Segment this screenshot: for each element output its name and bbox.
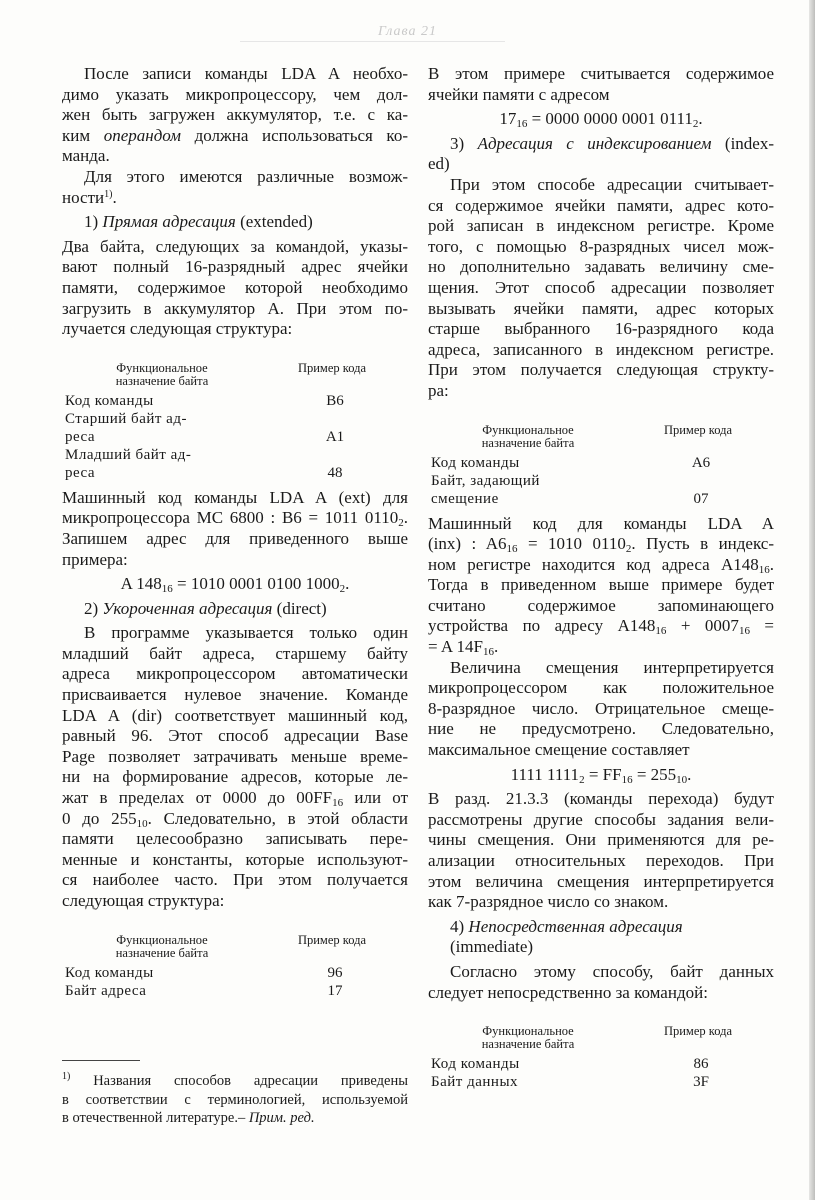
text-run: = 0000 0000 0001 0111 [527,109,693,129]
header-function: Функциональное назначение байта [115,360,209,388]
table-row [62,392,408,410]
italic-term: Прямая адресация [102,212,236,232]
subscript: 16 [758,563,770,576]
formula [428,109,774,130]
text-line [428,637,774,658]
text-line: Page позволяет затрачивать меньше време- [62,746,408,766]
text-line: Два байта, следующих за командой, указы- [62,236,408,256]
text-line [62,212,408,233]
byte-function: Код команды [65,964,154,981]
text-line [62,599,408,620]
table-row [428,472,774,508]
text-run: = [749,616,774,636]
text-line [62,574,408,595]
left-column [62,64,408,1006]
text-run: 0 до 255 [62,808,137,828]
text-line: считано содержимое запоминающего [428,595,774,615]
text-line: Величина смещения интерпретируется [450,657,774,677]
text-line: примера: [62,549,128,569]
text-line: ся содержимое ячейки памяти, адрес кото- [428,195,774,215]
italic-term: операндом [103,125,181,145]
code-example: B6 [326,392,344,409]
table-row [428,454,774,472]
text-line: следует непосредственно за командой: [428,982,708,1002]
table-header [62,934,408,960]
text-line [428,134,774,155]
footnote [62,1072,408,1128]
text-run: микропроцессора MC 6800 : B6 = 1011 0110 [62,508,399,528]
table-row [62,446,408,482]
text-run: A 148 [120,574,162,594]
table-header [428,1025,774,1051]
code-example: 07 [693,490,709,507]
footnote-line [62,1109,408,1128]
text-line: При этом получается следующая структу- [428,360,774,380]
header-function: Функциональное назначение байта [115,932,209,960]
paragraph [428,64,774,105]
running-head-rule [240,41,505,42]
subscript: 2 [625,543,632,556]
table-row [428,1073,774,1091]
text-line [428,616,774,637]
text-line: ализации относительных переходов. При [428,851,774,870]
text-line: В программе указывается только один [84,623,408,643]
text-run: должна использоваться ко- [181,125,408,145]
text-run: = 255 [632,764,677,784]
text-line: памяти целесообразно записывать пере- [62,829,408,849]
text-run: ким [62,125,104,145]
text-run: (extended) [235,212,313,232]
text-line [428,534,774,555]
code-table [62,934,408,1000]
text-run: 3) [450,133,478,153]
code-table [428,1025,774,1091]
byte-function: Код команды [431,454,520,471]
paragraph [62,623,408,911]
italic-term: Прим. ред. [248,1110,315,1126]
paragraph [428,134,774,175]
subscript: 2 [579,773,585,786]
right-column [428,64,774,1097]
text-line: Тогда в приведенном выше примере будет [428,575,774,595]
text-run: = 1010 0001 0100 1000 [172,574,340,594]
text-line: старше выбранного 16-разрядного кода [428,319,774,339]
text-line: максимальное смещение составляет [428,740,690,760]
paragraph [62,64,408,167]
italic-term: Укороченная адресация [102,598,273,618]
table-header [428,424,774,450]
paragraph [428,658,774,761]
text-run: . Следовательно, в этой области [147,808,408,828]
text-line: следующая структура: [62,891,225,910]
formula [428,765,774,786]
text-line: вызывать ячейки памяти, адрес которых [428,298,774,318]
code-example: 3F [693,1074,709,1091]
code-table [428,424,774,508]
text-run: в отечественной литературе.– [62,1110,249,1126]
text-run: . [769,554,774,574]
text-run: ном регистре находится код адреса A148 [428,554,759,574]
table-row [62,982,408,1000]
italic-term: Непосредственная адресация [468,916,683,936]
text-line [62,788,408,809]
text-run: (direct) [272,598,327,618]
footnote-rule [62,1060,140,1061]
text-run: . [403,508,408,528]
table-row [428,1055,774,1073]
subscript: 16 [482,646,494,659]
text-line: димо указать микропроцессору, чем дол- [62,84,408,104]
text-line: Запишем адрес для приведенного выше [62,528,408,548]
text-line: ние не предусмотрено. Следовательно, [428,719,774,739]
paragraph [428,789,774,913]
text-line: 8-разрядное число. Отрицательное смеще- [428,698,774,718]
text-line: Машинный код команды LDA A (ext) для [62,487,408,507]
text-run: Названия способов адресации приведены [70,1073,408,1089]
text-line [62,126,408,147]
header-code: Пример кода [663,1024,733,1039]
text-line: но дополнительно задавать величину сме- [428,257,774,277]
text-line: жен быть загружен аккумулятор, т.е. с ка- [62,105,408,125]
subscript: 16 [332,797,344,810]
text-run: = A 14F [428,637,483,657]
text-line: щения. Этот способ адресации позволяет [428,277,774,297]
text-line: Машинный код для команды LDA A [428,513,774,533]
text-line: ни на формирование адресов, которые ле- [62,767,408,787]
subscript: 16 [738,625,750,638]
text-line: В этом примере считывается содержимое [428,64,774,83]
text-line: манда. [62,146,110,166]
text-run: = 1010 0110 [517,534,626,554]
text-line: После записи команды LDA A необхо- [84,64,408,83]
text-run: . [345,574,350,594]
text-line: рой записан в индексном регистре. Кроме [428,216,774,236]
subscript: 2 [398,517,404,530]
text-line: присваивается нулевое значение. Команде [62,685,408,705]
subscript: 16 [655,625,667,638]
byte-function: Код команды [65,392,154,409]
byte-function: Байт адреса [65,982,147,999]
text-line: как 7-разрядное число со знаком. [428,892,669,912]
text-run: ности [62,187,105,207]
text-line: младший байт адреса, старшему байту [62,643,408,663]
text-line: загрузить в аккумулятор A. При этом по- [62,298,408,318]
header-code: Пример кода [663,422,733,437]
text-line: адреса, записанного в индексном регистре. [428,339,774,359]
text-line: равный 96. Этот способ адресации Base [62,726,408,746]
paragraph [62,237,408,340]
text-line: При этом способе адресации считывает- [450,174,774,194]
subscript: 16 [516,118,528,131]
text-line: ра: [428,380,449,400]
text-run: (index- [711,133,774,153]
text-line [428,917,774,938]
byte-function: Младший байт ад- реса [65,446,192,481]
text-line: (immediate) [450,937,534,957]
subscript: 10 [136,817,148,830]
subscript: 2 [692,118,699,131]
code-example: A6 [691,454,711,471]
text-line: менные и константы, которые используют- [62,849,408,869]
page-edge-shadow [809,0,815,1200]
code-example: 86 [693,1056,709,1073]
text-line: рассмотрены другие способы задания вели- [428,809,774,829]
text-line: ячейки памяти с адресом [428,84,610,104]
code-example: 48 [327,464,343,481]
text-line [428,109,774,130]
paragraph [62,488,408,570]
footnote-line [62,1072,408,1091]
text-run: = FF [584,764,622,784]
text-line: В разд. 21.3.3 (команды перехода) будут [428,789,774,809]
running-head: Глава 21 [378,24,437,39]
text-line: ся наиболее часто. При этом получается [62,870,408,890]
byte-function: Байт, задающий смещение [431,472,540,507]
subscript: 16 [161,583,173,596]
text-run: 4) [450,916,469,936]
text-line [428,555,774,576]
subscript: 10 [676,773,688,786]
text-line [62,188,408,209]
subscript: 16 [621,773,633,786]
formula [62,574,408,595]
italic-term: Адресация с индексированием [477,133,712,153]
header-code: Пример кода [297,360,367,375]
text-line: памяти, содержимое которой необходимо [62,277,408,297]
paragraph [428,514,774,658]
text-run: . [493,637,499,657]
text-line: Согласно этому способу, байт данных [450,961,774,981]
code-example: 96 [327,964,343,981]
table-row [62,410,408,446]
text-run: . Пусть в индекс- [631,534,775,554]
text-line: ed) [428,154,450,174]
text-line: этом величина смещения интерпретируется [428,871,774,891]
text-line [62,508,408,529]
paragraph [428,962,774,1003]
text-run: 1111 1111 [510,764,580,784]
text-run: . [687,764,692,784]
text-line: лучается следующая структура: [62,319,293,339]
text-run: (inx) : A6 [428,534,507,554]
text-run: + 0007 [666,616,739,636]
section-heading [62,212,408,233]
paragraph [428,175,774,402]
byte-function: Старший байт ад- реса [65,410,187,445]
footnote-marker: 1) [62,1071,71,1082]
text-run: 2) [84,598,103,618]
text-line [428,765,774,786]
text-run: 17 [499,109,517,129]
text-run: 1) [84,212,103,232]
paragraph [62,167,408,208]
text-line: LDA A (dir) соответствует машинный код, [62,705,408,725]
byte-function: Код команды [431,1056,520,1073]
footnote-line: в соответствии с терминологией, используемой [62,1091,408,1108]
section-heading [62,599,408,620]
text-line: Для этого имеются различные возмож- [84,166,408,186]
text-line: микропроцессором как положительное [428,678,774,698]
subscript: 2 [339,583,346,596]
header-function: Функциональное назначение байта [481,422,575,450]
footnote-marker: 1) [104,188,113,200]
header-function: Функциональное назначение байта [481,1024,575,1052]
section-heading [428,917,774,958]
text-run: или от [343,788,408,808]
subscript: 16 [506,543,518,556]
text-line: того, с помощью 8-разрядных чисел мож- [428,236,774,256]
text-line: вают полный 16-разрядный адрес ячейки [62,257,408,277]
text-line: чины смещения. Они применяются для ре- [428,830,774,850]
table-header [62,362,408,388]
code-example: 17 [327,982,343,999]
text-run: . [112,187,117,207]
text-run: . [698,109,703,129]
text-line: адреса микропроцессором автоматически [62,664,408,684]
code-example: A1 [325,428,345,445]
byte-function: Байт данных [431,1074,519,1091]
text-run: устройства по адресу A148 [428,616,656,636]
code-table [62,362,408,482]
text-run: жат в пределах от 0000 до 00FF [62,788,333,808]
table-row [62,964,408,982]
header-code: Пример кода [297,932,367,947]
text-line [62,809,408,830]
